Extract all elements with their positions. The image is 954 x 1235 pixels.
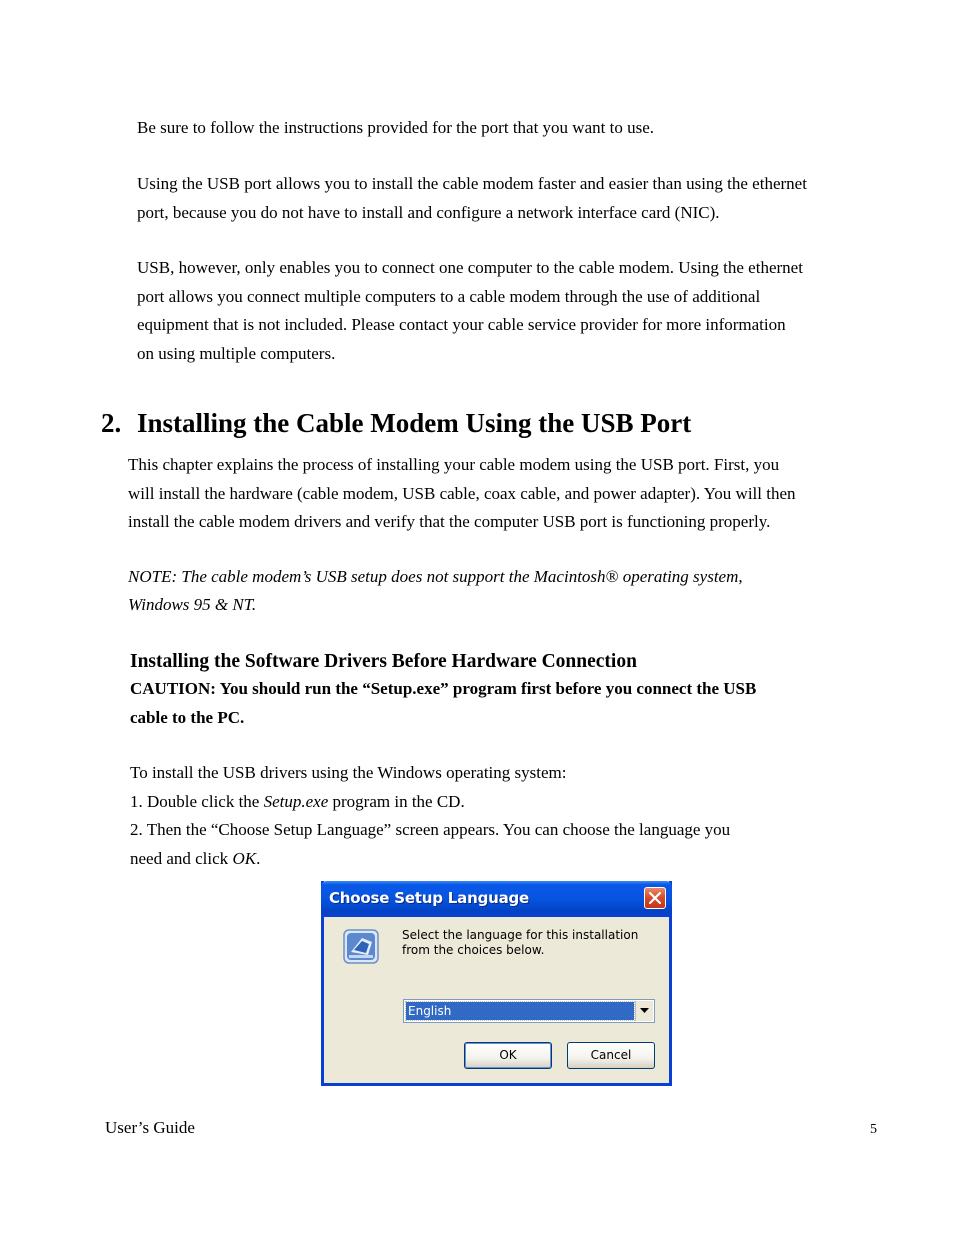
setup-installer-icon <box>342 928 382 966</box>
footer-guide-title: User’s Guide <box>105 1118 195 1137</box>
section-body-line-3: install the cable modem drivers and verify that the computer USB port is functioning properly. <box>128 512 771 531</box>
close-button[interactable] <box>644 887 666 909</box>
language-select-arrow[interactable] <box>635 1001 653 1021</box>
section-body-line-1: This chapter explains the process of installing your cable modem using the USB port. First, you <box>128 455 780 474</box>
install-steps <box>130 759 850 873</box>
caution-line-1: CAUTION: You should run the “Setup.exe” program first before you connect the USB <box>130 679 757 698</box>
dialog-message: Select the language for this installation from the choices below. <box>402 928 639 957</box>
choose-setup-language-dialog <box>321 881 672 1086</box>
caution-line-2: cable to the PC. <box>130 707 245 727</box>
step-2-ok: OK <box>232 848 257 868</box>
cancel-button[interactable]: Cancel <box>567 1042 655 1069</box>
language-select-value: English <box>406 1002 634 1020</box>
note-line-2: Windows 95 & NT. <box>128 595 257 614</box>
intro-p3-line-4: on using multiple computers. <box>137 343 336 363</box>
subsection-heading: Installing the Software Drivers Before Hardware Connection <box>130 651 637 672</box>
step-1-post: program in the CD. <box>328 791 465 811</box>
step-1-filename: Setup.exe <box>263 791 329 811</box>
section-body-line-2: will install the hardware (cable modem, USB cable, coax cable, and power adapter). You will then <box>128 483 796 503</box>
step-2-post: . <box>256 848 261 868</box>
steps-intro: To install the USB drivers using the Windows operating system: <box>130 763 567 782</box>
section-heading <box>101 403 691 443</box>
step-1 <box>130 788 850 817</box>
ok-button[interactable]: OK <box>464 1042 552 1069</box>
intro-paragraph-2 <box>137 170 877 227</box>
section-body <box>128 451 878 537</box>
intro-p3-line-1: USB, however, only enables you to connect one computer to the cable modem. Using the ethernet <box>137 258 803 277</box>
intro-p2-line-2: port, because you do not have to install and configure a network interface card (NIC). <box>137 202 720 222</box>
intro-p2-line-1: Using the USB port allows you to install the cable modem faster and easier than using the ethernet <box>137 174 807 193</box>
intro-paragraph-3 <box>137 254 877 368</box>
intro-p3-line-2: port allows you connect multiple computers to a cable modem through the use of additional <box>137 286 761 306</box>
section-number: 2. <box>101 408 122 438</box>
step-2-line-2 <box>130 845 850 874</box>
step-1-pre: 1. Double click the <box>130 791 264 811</box>
language-select[interactable] <box>403 999 655 1023</box>
page-number: 5 <box>870 1122 877 1137</box>
step-2-pre: need and click <box>130 848 233 868</box>
note <box>128 563 848 619</box>
intro-paragraph-1: Be sure to follow the instructions provided for the port that you want to use. <box>137 118 654 137</box>
close-icon <box>649 892 661 904</box>
caution <box>130 675 850 732</box>
dialog-title: Choose Setup Language <box>329 889 530 907</box>
note-line-1: NOTE: The cable modem’s USB setup does not support the Macintosh® operating system, <box>128 567 743 586</box>
step-2-line-1: 2. Then the “Choose Setup Language” screen appears. You can choose the language you <box>130 820 731 839</box>
section-title: Installing the Cable Modem Using the USB Port <box>137 408 692 438</box>
chevron-down-icon <box>640 1008 649 1013</box>
dialog-titlebar[interactable] <box>321 881 672 917</box>
intro-p3-line-3: equipment that is not included. Please contact your cable service provider for more information <box>137 315 786 334</box>
